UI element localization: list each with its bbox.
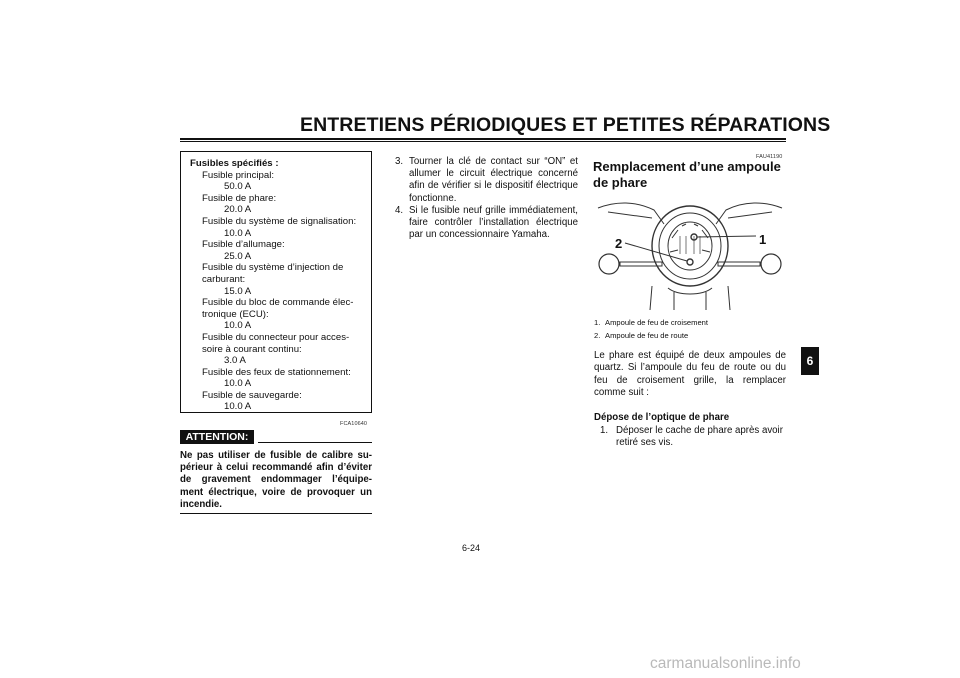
attention-bottom-rule [180,513,372,514]
caption-number: 1. [594,318,601,327]
spec-label: Fusible principal: [202,169,274,181]
spec-value: 3.0 A [224,355,246,367]
spec-value: 10.0 A [224,320,252,332]
spec-value: 10.0 A [224,378,252,390]
step-text: Déposer le cache de phare après avoir retiré ses vis. [616,425,783,449]
attention-text: Ne pas utiliser de fusible de calibre su-périeur à celui recommandé afin d’éviter de gravement endommager l’équipe-ment électrique, voire de provoquer un incendie. [180,450,372,510]
section-title: Remplacement d’une ampoule de phare [593,159,781,190]
spec-label: Fusible de phare: [202,192,277,204]
spec-value: 20.0 A [224,204,252,216]
subheading: Dépose de l’optique de phare [594,412,730,423]
chapter-tab: 6 [801,347,819,375]
caption-1 [594,318,708,328]
spec-label: Fusible des feux de stationnement: [202,366,351,378]
page-title: ENTRETIENS PÉRIODIQUES ET PETITES RÉPARATIONS [300,114,831,136]
step-text: Tourner la clé de contact sur “ON” et allumer le circuit électrique concerné afin de vérifier si le dispositif électrique fonctionne. [409,156,578,204]
spec-value: 50.0 A [224,181,252,193]
attention-label: ATTENTION: [180,430,254,444]
headlight-illustration [594,196,786,310]
body-paragraph: Le phare est équipé de deux ampoules de quartz. Si l’ampoule du feu de route ou du feu de croisement grille, la remplacer comme suit : [594,350,786,398]
caption-text: Ampoule de feu de croisement [605,318,708,327]
page-number: 6-24 [462,543,481,553]
watermark: carmanualsonline.info [650,655,801,672]
spec-label: Fusible du connecteur pour acces-soire à courant continu: [202,331,350,355]
caption-text: Ampoule de feu de route [605,331,689,340]
spec-value: 10.0 A [224,401,252,413]
step-number: 4. [395,204,404,216]
caption-2 [594,331,688,341]
spec-label: Fusible d’allumage: [202,239,285,251]
spec-value: 25.0 A [224,250,252,262]
step-number: 1. [600,425,609,436]
spec-label: Fusible du bloc de commande élec-tronique (ECU): [202,297,354,320]
callout-1: 1 [759,232,767,247]
attention-code: FCA10640 [340,421,368,427]
spec-value: 15.0 A [224,285,252,297]
list-item [392,205,578,242]
callout-2: 2 [615,236,623,251]
attention-header [180,430,372,444]
spec-value: 10.0 A [224,227,252,239]
spec-label: Fusible de sauvegarde: [202,389,302,401]
steps-list [392,156,578,241]
fuse-spec-box [180,151,372,413]
caption-number: 2. [594,331,601,340]
spec-label: Fusible du système d’injection de carburant: [202,262,344,285]
spec-box-title: Fusibles spécifiés : [190,158,279,169]
header-rule [180,138,786,142]
section-code: FAU41190 [756,154,783,160]
step-text: Si le fusible neuf grille immédiatement, faire contrôler l’installation électrique par un concessionnaire Yamaha. [409,204,578,241]
list-item [392,156,578,205]
spec-label: Fusible du système de signalisation: [202,215,357,227]
list-item [594,425,786,450]
headlight-drawing [594,196,786,310]
attention-rule [258,442,372,443]
step-number: 3. [395,156,404,167]
